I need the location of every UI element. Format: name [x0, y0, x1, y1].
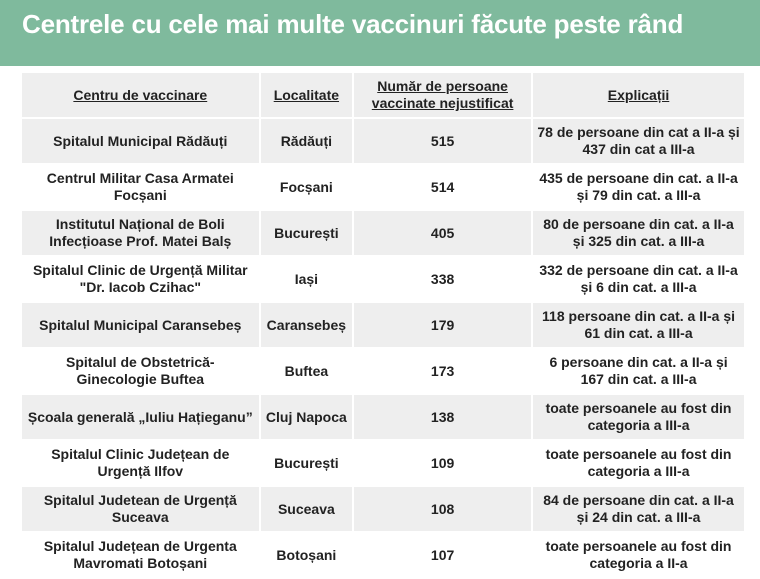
cell-count: 514: [354, 165, 531, 209]
cell-center: Centrul Militar Casa Armatei Focșani: [22, 165, 259, 209]
cell-explanation: 80 de persoane din cat. a II-a și 325 din cat. a III-a: [533, 211, 744, 255]
cell-explanation: toate persoanele au fost din categoria a III-a: [533, 395, 744, 439]
cell-count: 108: [354, 487, 531, 531]
cell-explanation: 118 persoane din cat. a II-a și 61 din cat. a III-a: [533, 303, 744, 347]
cell-locality: Cluj Napoca: [261, 395, 353, 439]
cell-center: Spitalul de Obstetrică-Ginecologie Buftea: [22, 349, 259, 393]
table-row: [22, 533, 744, 577]
cell-count: 138: [354, 395, 531, 439]
cell-explanation: 332 de persoane din cat. a II-a și 6 din cat. a III-a: [533, 257, 744, 301]
table-row: [22, 487, 744, 531]
page-title: Centrele cu cele mai multe vaccinuri făcute peste rând: [22, 9, 684, 39]
vaccination-table: [20, 71, 746, 579]
cell-count: 515: [354, 119, 531, 163]
cell-locality: Suceava: [261, 487, 353, 531]
cell-center: Spitalul Județean de Urgenta Mavromati Botoșani: [22, 533, 259, 577]
cell-center: Spitalul Clinic Județean de Urgență Ilfov: [22, 441, 259, 485]
cell-explanation: 84 de persoane din cat. a II-a și 24 din cat. a III-a: [533, 487, 744, 531]
cell-locality: Botoșani: [261, 533, 353, 577]
table-header-row: [22, 73, 744, 117]
header-locality: Localitate: [261, 73, 353, 117]
cell-count: 405: [354, 211, 531, 255]
cell-explanation: toate persoanele au fost din categoria a III-a: [533, 441, 744, 485]
cell-explanation: 6 persoane din cat. a II-a și 167 din cat. a III-a: [533, 349, 744, 393]
table-row: [22, 395, 744, 439]
cell-locality: București: [261, 441, 353, 485]
cell-locality: București: [261, 211, 353, 255]
cell-count: 109: [354, 441, 531, 485]
cell-explanation: 435 de persoane din cat. a II-a și 79 din cat. a III-a: [533, 165, 744, 209]
cell-locality: Buftea: [261, 349, 353, 393]
cell-center: Școala generală „Iuliu Hațieganu”: [22, 395, 259, 439]
cell-center: Spitalul Clinic de Urgență Militar "Dr. Iacob Czihac": [22, 257, 259, 301]
cell-locality: Caransebeș: [261, 303, 353, 347]
cell-locality: Focșani: [261, 165, 353, 209]
cell-center: Spitalul Judetean de Urgență Suceava: [22, 487, 259, 531]
table-row: [22, 211, 744, 255]
table-row: [22, 441, 744, 485]
title-banner: [0, 0, 760, 66]
cell-center: Spitalul Municipal Caransebeș: [22, 303, 259, 347]
header-count: Număr de persoane vaccinate nejustificat: [354, 73, 531, 117]
cell-count: 338: [354, 257, 531, 301]
cell-count: 107: [354, 533, 531, 577]
cell-explanation: toate persoanele au fost din categoria a II-a: [533, 533, 744, 577]
cell-explanation: 78 de persoane din cat a II-a și 437 din cat a III-a: [533, 119, 744, 163]
cell-center: Spitalul Municipal Rădăuți: [22, 119, 259, 163]
cell-locality: Iași: [261, 257, 353, 301]
cell-count: 173: [354, 349, 531, 393]
header-explanation: Explicații: [533, 73, 744, 117]
cell-count: 179: [354, 303, 531, 347]
table-row: [22, 257, 744, 301]
table-row: [22, 165, 744, 209]
cell-center: Institutul Național de Boli Infecțioase Prof. Matei Balș: [22, 211, 259, 255]
table-row: [22, 349, 744, 393]
header-center: Centru de vaccinare: [22, 73, 259, 117]
table-row: [22, 119, 744, 163]
table-row: [22, 303, 744, 347]
cell-locality: Rădăuți: [261, 119, 353, 163]
